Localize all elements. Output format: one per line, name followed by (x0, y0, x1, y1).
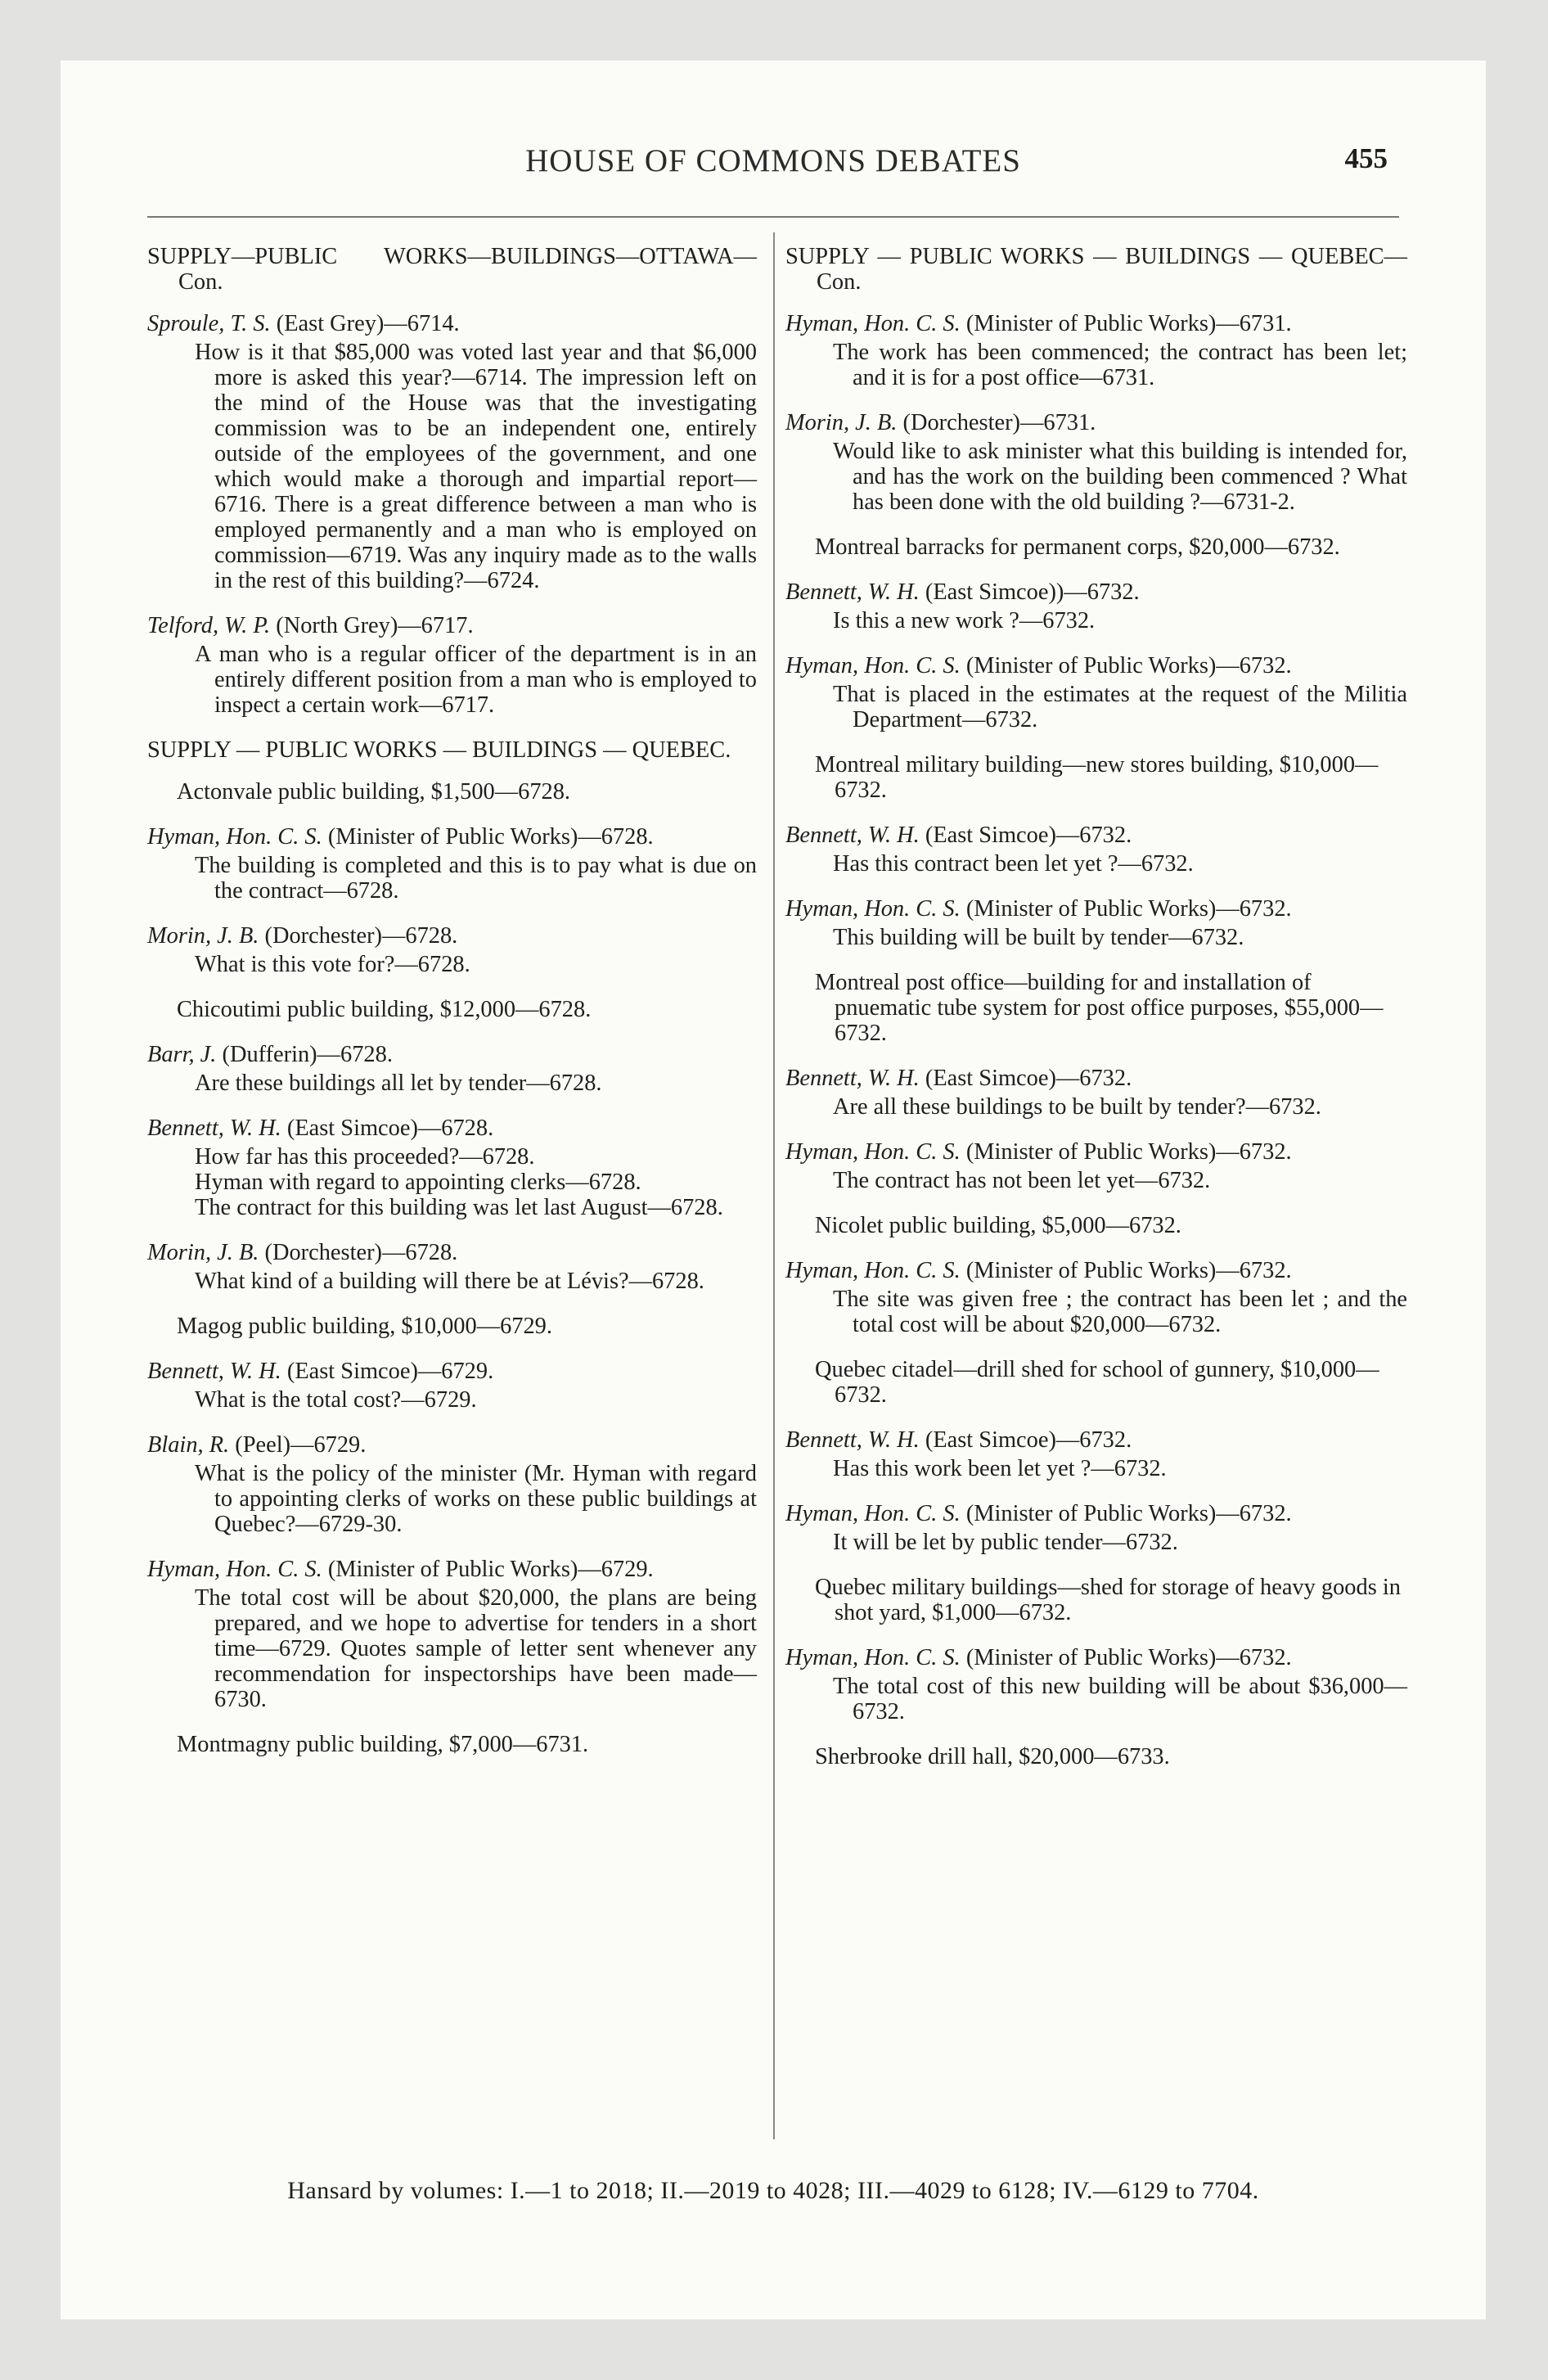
speaker-riding: (North Grey)—6717. (276, 613, 474, 638)
estimate-item: Montreal post office—building for and installation of pnuematic tube system for post office purposes, $55,000—6732. (815, 970, 1384, 1046)
remark-text: How far has this proceeded?—6728. (195, 1144, 535, 1170)
document-page (61, 61, 1486, 2319)
speaker-entry (785, 823, 1407, 848)
speaker-name: Hyman, Hon. C. S. (785, 1139, 961, 1165)
speaker-entry (785, 653, 1407, 678)
speaker-name: Hyman, Hon. C. S. (785, 311, 961, 336)
speaker-entry (785, 311, 1407, 336)
remark-text: Has this work been let yet ?—6732. (833, 1456, 1167, 1481)
speaker-riding: (Dorchester)—6728. (264, 1240, 458, 1265)
speaker-entry (785, 1645, 1407, 1670)
speaker-riding: (Peel)—6729. (235, 1432, 367, 1458)
column-divider (773, 232, 775, 2139)
speaker-riding: (East Simcoe)—6732. (925, 823, 1132, 848)
estimate-item: Montreal military building—new stores building, $10,000—6732. (815, 752, 1379, 803)
estimate-item: Montmagny public building, $7,000—6731. (177, 1732, 589, 1757)
speaker-entry (147, 1116, 757, 1141)
speaker-entry (147, 1240, 757, 1265)
speaker-entry (785, 1139, 1407, 1165)
speaker-entry (785, 410, 1407, 435)
speaker-name: Blain, R. (147, 1432, 230, 1458)
remark-text: The contract has not been let yet—6732. (833, 1168, 1211, 1193)
speaker-riding: (Dorchester)—6731. (902, 410, 1096, 435)
speaker-riding: (East Simcoe)—6729. (286, 1359, 494, 1384)
speaker-name: Bennett, W. H. (785, 579, 920, 605)
remark-text: Are all these buildings to be built by tender?—6732. (833, 1094, 1321, 1120)
speaker-name: Hyman, Hon. C. S. (785, 1258, 961, 1283)
speaker-riding: (Minister of Public Works)—6732. (965, 1501, 1292, 1526)
remark-text: The site was given free ; the contract has been let ; and the total cost will be about $20,000—6732. (833, 1287, 1407, 1337)
speaker-riding: (Minister of Public Works)—6732. (965, 1645, 1292, 1670)
remark-text: Would like to ask minister what this building is intended for, and has the work on the building been commenced ? What has been done with the old building ?—6731-2. (833, 439, 1407, 515)
remark-text: What kind of a building will there be at Lévis?—6728. (195, 1269, 704, 1294)
speaker-riding: (Minister of Public Works)—6732. (965, 1258, 1292, 1283)
remark-text: How is it that $85,000 was voted last year and that $6,000 more is asked this year?—6714. The impression left on the mind of the House was that the investigating commission was to be an independent one, entirely outside of the employees of the government, and one which would make a thorough and impartial report—6716. There is a great difference between a man who is employed permanently and a man who is employed on commission—6719. Was any inquiry made as to the walls in the rest of this building?—6724. (195, 340, 757, 593)
remark-text: A man who is a regular officer of the department is in an entirely different position from a man who is employed to inspect a certain work—6717. (195, 642, 757, 718)
remark-text: The work has been commenced; the contract has been let; and it is for a post office—6731. (833, 340, 1407, 390)
speaker-entry (147, 311, 757, 336)
speaker-riding: (East Simcoe))—6732. (925, 579, 1140, 605)
speaker-name: Hyman, Hon. C. S. (785, 1501, 961, 1526)
remark-text: What is the policy of the minister (Mr. Hyman with regard to appointing clerks of works on these public buildings at Quebec?—6729-30. (195, 1461, 757, 1537)
speaker-riding: (Minister of Public Works)—6728. (327, 824, 654, 850)
speaker-entry (147, 613, 757, 638)
speaker-riding: (East Simcoe)—6728. (286, 1116, 494, 1141)
page-number: 455 (1344, 142, 1388, 174)
speaker-entry (147, 1557, 757, 1582)
estimate-item: Quebec military buildings—shed for storage of heavy goods in shot yard, $1,000—6732. (815, 1575, 1401, 1625)
section-heading: SUPPLY — PUBLIC WORKS — BUILDINGS — QUEBEC. (147, 737, 731, 763)
speaker-entry (785, 1258, 1407, 1283)
speaker-riding: (Minister of Public Works)—6732. (965, 896, 1292, 922)
speaker-name: Hyman, Hon. C. S. (785, 653, 961, 678)
remark-text: The total cost will be about $20,000, the plans are being prepared, and we hope to advertise for tenders in a short time—6729. Quotes sample of letter sent whenever any recommendation for inspectorships have been made—6730. (195, 1585, 757, 1712)
speaker-name: Hyman, Hon. C. S. (785, 896, 961, 922)
speaker-entry (147, 923, 757, 949)
speaker-entry (147, 1432, 757, 1458)
speaker-name: Bennett, W. H. (785, 1427, 920, 1453)
speaker-riding: (East Grey)—6714. (276, 311, 460, 336)
remark-text: What is this vote for?—6728. (195, 952, 470, 977)
speaker-riding: (Minister of Public Works)—6732. (965, 653, 1292, 678)
speaker-name: Hyman, Hon. C. S. (147, 824, 322, 850)
remark-text: The total cost of this new building will be about $36,000—6732. (833, 1674, 1407, 1724)
speaker-name: Bennett, W. H. (785, 823, 920, 848)
speaker-entry (785, 896, 1407, 922)
speaker-entry (147, 1042, 757, 1067)
speaker-name: Bennett, W. H. (147, 1359, 281, 1384)
estimate-item: Quebec citadel—drill shed for school of gunnery, $10,000—6732. (815, 1357, 1379, 1408)
remark-text: Has this contract been let yet ?—6732. (833, 851, 1194, 877)
remark-text: This building will be built by tender—6732. (833, 925, 1244, 950)
estimate-item: Sherbrooke drill hall, $20,000—6733. (815, 1744, 1170, 1769)
speaker-entry (785, 1427, 1407, 1453)
speaker-entry (785, 1066, 1407, 1091)
estimate-item: Magog public building, $10,000—6729. (177, 1314, 552, 1339)
speaker-riding: (Minister of Public Works)—6731. (965, 311, 1292, 336)
left-column (147, 244, 757, 1777)
remark-text: Is this a new work ?—6732. (833, 608, 1096, 633)
remark-text: Are these buildings all let by tender—6728. (195, 1071, 602, 1096)
speaker-riding: (Dufferin)—6728. (222, 1042, 393, 1067)
section-heading: SUPPLY — PUBLIC WORKS — BUILDINGS — QUEBEC—Con. (785, 244, 1407, 295)
speaker-riding: (Minister of Public Works)—6729. (327, 1557, 654, 1582)
speaker-riding: (Minister of Public Works)—6732. (965, 1139, 1292, 1165)
speaker-name: Sproule, T. S. (147, 311, 271, 336)
remark-text: It will be let by public tender—6732. (833, 1530, 1178, 1555)
remark-text: That is placed in the estimates at the request of the Militia Department—6732. (833, 682, 1407, 732)
running-title: HOUSE OF COMMONS DEBATES (525, 143, 1021, 178)
speaker-riding: (East Simcoe)—6732. (925, 1427, 1132, 1453)
speaker-name: Telford, W. P. (147, 613, 271, 638)
speaker-name: Barr, J. (147, 1042, 217, 1067)
estimate-item: Actonvale public building, $1,500—6728. (177, 779, 571, 805)
speaker-entry (147, 824, 757, 850)
speaker-name: Morin, J. B. (147, 923, 259, 949)
speaker-name: Morin, J. B. (785, 410, 898, 435)
speaker-name: Hyman, Hon. C. S. (147, 1557, 322, 1582)
remark-text: The contract for this building was let last August—6728. (195, 1195, 723, 1220)
speaker-entry (785, 579, 1407, 605)
remark-text: The building is completed and this is to pay what is due on the contract—6728. (195, 853, 757, 904)
page-header (61, 142, 1486, 192)
section-heading: SUPPLY—PUBLIC WORKS—BUILDINGS—OTTAWA—Con. (147, 244, 757, 295)
estimate-item: Montreal barracks for permanent corps, $20,000—6732. (815, 534, 1340, 560)
speaker-name: Hyman, Hon. C. S. (785, 1645, 961, 1670)
estimate-item: Nicolet public building, $5,000—6732. (815, 1213, 1181, 1238)
right-column (785, 244, 1407, 1789)
estimate-item: Chicoutimi public building, $12,000—6728. (177, 997, 592, 1022)
remark-text: Hyman with regard to appointing clerks—6728. (195, 1170, 641, 1195)
header-rule (147, 216, 1399, 218)
speaker-name: Bennett, W. H. (147, 1116, 281, 1141)
remark-text: What is the total cost?—6729. (195, 1387, 477, 1413)
speaker-name: Bennett, W. H. (785, 1066, 920, 1091)
speaker-riding: (East Simcoe)—6732. (925, 1066, 1132, 1091)
speaker-riding: (Dorchester)—6728. (264, 923, 458, 949)
page-footer: Hansard by volumes: I.—1 to 2018; II.—2019 to 4028; III.—4029 to 6128; IV.—6129 to 7704. (287, 2177, 1259, 2204)
speaker-entry (785, 1501, 1407, 1526)
speaker-entry (147, 1359, 757, 1384)
speaker-name: Morin, J. B. (147, 1240, 259, 1265)
